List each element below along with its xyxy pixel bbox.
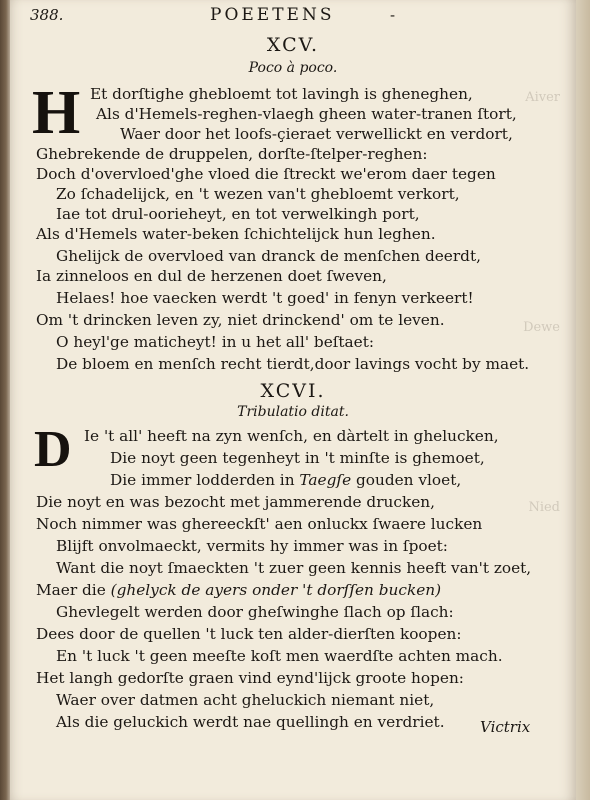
verse-line: Helaes! hoe vaecken werdt 't goed' in fenyn verkeert! (56, 289, 474, 307)
verse-line: En 't luck 't geen meeſte koſt men waerdſte achten mach. (56, 647, 503, 665)
page-number: 388. (30, 6, 64, 24)
show-through-text: Nied (528, 500, 560, 515)
running-head-mark: - (390, 6, 396, 24)
running-title: POEETENS (210, 5, 335, 25)
page-edge (576, 0, 590, 800)
verse-line (110, 470, 461, 490)
verse-text: Maer die (36, 581, 111, 599)
verse-line: Iae tot drul-oorieheyt, en tot verwelkingh port, (56, 205, 420, 223)
verse-text: gouden vloet, (351, 471, 462, 489)
verse-line: Dees door de quellen 't luck ten alder-dierſten koopen: (36, 625, 462, 643)
verse-line: Als d'Hemels-reghen-vlaegh gheen water-tranen ſtort, (96, 105, 517, 123)
verse-line: Die noyt en was bezocht met jammerende drucken, (36, 493, 435, 511)
verse-line: O heyl'ge maticheyt! in u het all' beſtaet: (56, 333, 375, 351)
verse-line: Als d'Hemels water-beken ſchichtelijck hun leghen. (36, 225, 436, 243)
verse-line: Ghelijck de overvloed van dranck de menſchen deerdt, (56, 247, 481, 265)
verse-line: Et dorſtighe ghebloemt tot lavingh is gheneghen, (90, 85, 473, 103)
verse-line: Ie 't all' heeft na zyn wenſch, en dàrtelt in ghelucken, (84, 427, 499, 445)
drop-capital: H (32, 79, 81, 147)
verse-line: Waer over datmen acht gheluckich niemant niet, (56, 691, 435, 709)
book-page (10, 0, 576, 800)
verse-line: Ghevlegelt werden door gheſwinghe ſlach op ſlach: (56, 603, 454, 621)
italic-phrase: (ghelyck de ayers onder 't dorſſen bucken) (110, 581, 442, 599)
verse-line: Om 't drincken leven zy, niet drinckend' om te leven. (36, 311, 445, 329)
verse-line (36, 580, 441, 600)
verse-line: Ghebrekende de druppelen, dorſte-ſtelper-reghen: (36, 145, 428, 163)
show-through-text: Dewe (523, 320, 560, 335)
verse-text: Die immer lodderden in (110, 471, 300, 489)
poem-subtitle: Poco à poco. (248, 60, 338, 76)
verse-line: Blijft onvolmaeckt, vermits hy immer was in ſpoet: (56, 537, 448, 555)
drop-capital: D (34, 421, 72, 478)
verse-line: Want die noyt ſmaeckten 't zuer geen kennis heeft van't zoet, (56, 559, 532, 577)
verse-line: Doch d'overvloed'ghe vloed die ſtreckt we'erom daer tegen (36, 165, 496, 183)
verse-line: Zo ſchadelijck, en 't wezen van't ghebloemt verkort, (56, 185, 460, 203)
poem-subtitle: Tribulatio ditat. (237, 404, 349, 420)
verse-line: Noch nimmer was ghereeckſt' aen onluckx ſwaere lucken (36, 515, 483, 533)
italic-phrase: Taegſe (299, 471, 352, 489)
verse-line: Die noyt geen tegenheyt in 't minſte is ghemoet, (110, 449, 485, 467)
poem-number: XCVI. (260, 380, 326, 402)
show-through-text: Aiver (525, 90, 560, 105)
verse-line: Ia zinneloos en dul de herzenen doet ſweven, (36, 267, 387, 285)
catchword: Victrix (480, 718, 531, 736)
poem-number: XCV. (266, 34, 320, 56)
verse-line: Waer door het loofs-çieraet verwellickt en verdort, (120, 125, 513, 143)
verse-line: De bloem en menſch recht tierdt,door lavings vocht by maet. (56, 355, 530, 373)
verse-line: Als die geluckich werdt nae quellingh en verdriet. (56, 713, 445, 731)
running-head (10, 4, 576, 26)
verse-line: Het langh gedorſte graen vind eynd'lijck groote hopen: (36, 669, 464, 687)
